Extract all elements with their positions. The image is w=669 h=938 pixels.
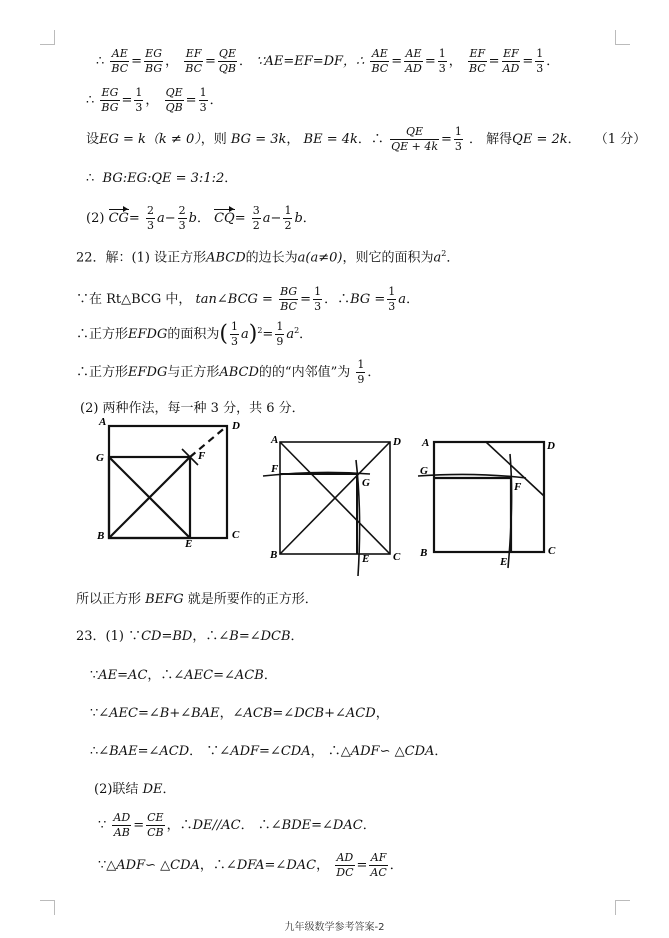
label-c: C: [232, 529, 240, 541]
label-g: G: [362, 477, 370, 489]
fraction: $\frac{1}{3}$: [199, 86, 207, 115]
label-d: D: [232, 420, 240, 432]
label-f: F: [198, 450, 206, 462]
problem-22-line-1: 22．解：(1) 设正方形ABCD的边长为a(a≠0)，则它的面积为$a^2$．: [76, 249, 460, 266]
problem-22-line-3: ∴正方形EFDG的面积为( $\frac{1}{3}$ a)$^2$= $\frac{1}{9}$ $a^2$．: [76, 320, 313, 349]
corner-mark-top-right: [615, 30, 630, 45]
fraction: $\frac{QE}{QE + 4k}$: [391, 125, 438, 154]
label-g: G: [420, 465, 428, 477]
label-f: F: [514, 481, 522, 493]
problem-23-line-4: ∴∠BAE=∠ACD． ∵∠ADF=∠CDA， ∴△ADF∽ △CDA．: [90, 744, 448, 759]
label-e: E: [185, 538, 193, 550]
label-b: B: [270, 549, 278, 561]
fraction: $\frac{1}{9}$: [357, 358, 365, 387]
label-e: E: [362, 553, 370, 565]
fraction: $\frac{EF}{BC}$: [468, 47, 486, 76]
fraction: $\frac{1}{3}$: [230, 320, 238, 349]
label-f: F: [271, 463, 279, 475]
fraction: $\frac{3}{2}$: [252, 204, 260, 233]
problem-23-line-1: 23．(1) ∵CD=BD，∴∠B=∠DCB．: [76, 629, 304, 644]
corner-mark-top-left: [40, 30, 55, 45]
label-a: A: [99, 416, 107, 428]
fraction: $\frac{1}{3}$: [135, 86, 143, 115]
problem-23-line-2: ∵AE=AC，∴∠AEC=∠ACB．: [90, 668, 277, 683]
problem-22-line-2: ∵在 Rt△BCG 中， tan∠BCG = $\frac{BG}{BC}$ = $\frac{1}{3}$ ．∴BG = $\frac{1}{3}$ a．: [76, 285, 420, 314]
construction-figure-3: [414, 432, 564, 574]
score-note: （1 分）: [594, 132, 647, 148]
solution-line-2: ∴ $\frac{EG}{BG}$ = $\frac{1}{3}$ ， $\frac{QE}{QB}$ = $\frac{1}{3}$ ．: [86, 86, 223, 115]
dashed-diagonal: [190, 426, 227, 457]
fraction: $\frac{CE}{CB}$: [147, 811, 164, 840]
problem-23-line-6: ∵△ADF∽ △CDA，∴∠DFA=∠DAC， $\frac{AD}{DC}$ = $\frac{AF}{AC}$ ．: [98, 851, 403, 880]
corner-mark-bottom-right: [615, 900, 630, 915]
label-a: A: [422, 437, 430, 449]
label-e: E: [500, 556, 508, 568]
fraction: $\frac{AD}{AB}$: [113, 811, 131, 840]
fraction: $\frac{EG}{BG}$: [101, 86, 119, 115]
fraction: $\frac{EF}{BC}$: [185, 47, 202, 76]
construction-figure-1: [92, 414, 252, 554]
therefore-symbol: ∴: [96, 54, 105, 70]
solution-line-5: (2) CG= $\frac{2}{3}$ a− $\frac{2}{3}$ b． CQ= $\frac{3}{2}$ a− $\frac{1}{2}$ b．: [86, 204, 316, 233]
fraction: $\frac{QE}{QB}$: [165, 86, 183, 115]
fraction: $\frac{1}{3}$: [388, 285, 396, 314]
problem-22-part-2-heading: (2) 两种作法，每一种 3 分，共 6 分．: [80, 401, 305, 416]
problem-22-conclusion: 所以正方形 BEFG 就是所要作的正方形．: [76, 592, 318, 607]
label-d: D: [393, 436, 401, 448]
fraction: $\frac{BG}{BC}$: [280, 285, 298, 314]
fraction: $\frac{1}{2}$: [284, 204, 292, 233]
fraction: $\frac{AE}{BC}$: [371, 47, 389, 76]
fraction: $\frac{EF}{AD}$: [502, 47, 520, 76]
label-b: B: [420, 547, 428, 559]
fraction: $\frac{AD}{DC}$: [336, 851, 354, 880]
problem-23-part-2-heading: (2)联结 DE．: [94, 782, 176, 797]
fraction: $\frac{2}{3}$: [146, 204, 154, 233]
label-c: C: [393, 551, 401, 563]
solution-line-4: ∴ BG:EG:QE = 3:1:2．: [86, 171, 238, 186]
corner-mark-bottom-left: [40, 900, 55, 915]
label-g: G: [96, 452, 104, 464]
page-footer: 九年级数学参考答案-2: [284, 922, 385, 933]
fraction: $\frac{QE}{QB}$: [218, 47, 237, 76]
fraction: $\frac{AF}{AC}$: [370, 851, 387, 880]
label-a: A: [271, 434, 279, 446]
fraction: $\frac{1}{3}$: [314, 285, 322, 314]
solution-line-3: 设EG = k（k ≠ 0），则 BG = 3k， BE = 4k．∴ $\frac{QE}{QE + 4k}$ = $\frac{1}{3}$ ． 解得QE = 2k． （1 分）: [86, 125, 647, 154]
fraction: $\frac{EG}{BG}$: [145, 47, 163, 76]
construction-figure-2: [258, 432, 408, 580]
fraction: $\frac{AE}{AD}$: [405, 47, 422, 76]
fraction: $\frac{1}{3}$: [536, 47, 544, 76]
label-d: D: [547, 440, 555, 452]
fraction: $\frac{2}{3}$: [178, 204, 186, 233]
problem-23-line-5: ∵ $\frac{AD}{AB}$ = $\frac{CE}{CB}$ ，∴DE//AC． ∴∠BDE=∠DAC．: [98, 811, 376, 840]
label-b: B: [97, 530, 105, 542]
label-c: C: [548, 545, 556, 557]
fraction: $\frac{AE}{BC}$: [111, 47, 129, 76]
fraction: $\frac{1}{3}$: [438, 47, 446, 76]
problem-22-line-4: ∴正方形EFDG与正方形ABCD的的“内邻值”为 $\frac{1}{9}$ ．: [76, 358, 381, 387]
vector-cg: CG: [108, 211, 129, 227]
fraction: $\frac{1}{3}$: [454, 125, 462, 154]
solution-line-1: ∴ $\frac{AE}{BC}$ = $\frac{EG}{BG}$ ， $\frac{EF}{BC}$ = $\frac{QE}{QB}$ ． ∵AE=EF=DF，∴ $\frac{AE}{BC}$ = $\frac{AE}{AD}$ = $\frac{1}{3}$ ， $\frac{EF}{BC}$ = $\frac{EF}{AD}$ = $\frac{1}{3}$ ．: [96, 47, 560, 76]
square-abcd: [434, 442, 544, 552]
problem-23-line-3: ∵∠AEC=∠B+∠BAE，∠ACB=∠DCB+∠ACD，: [90, 706, 389, 721]
fraction: $\frac{1}{9}$: [276, 320, 284, 349]
vector-cq: CQ: [214, 211, 235, 227]
